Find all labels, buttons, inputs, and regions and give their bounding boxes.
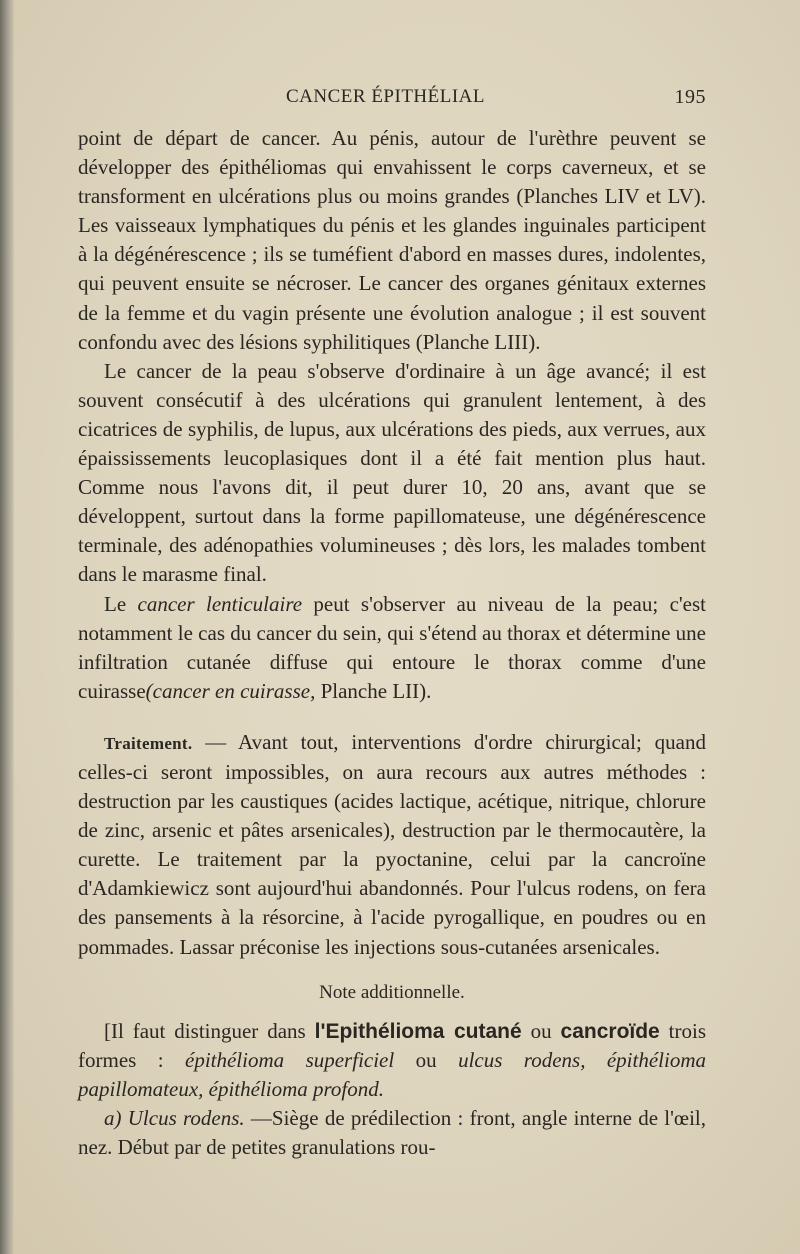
italic-term: épithélioma superficiel bbox=[185, 1047, 395, 1072]
paragraph-treatment bbox=[78, 728, 706, 962]
bold-term: cancroïde bbox=[560, 1019, 660, 1043]
text-run: Le bbox=[104, 591, 138, 616]
text-run: ou bbox=[394, 1047, 459, 1072]
paragraph-penis-cancer: point de départ de cancer. Au pénis, autour de l'urèthre peuvent se développer des épithéliomas qui envahissent le corps caverneux, et se transforment en ulcérations plus ou moins grandes (Planches LIV et LV). Les vaisseaux lymphatiques du pénis et les glandes inguinales participent à la dégénérescence ; ils se tuméfient d'abord en masses dures, indolentes, qui peuvent ensuite se nécroser. Le cancer des organes génitaux externes de la femme et du vagin présente une évolution analogue ; il est souvent confondu avec des lésions syphilitiques (Planche LIII). bbox=[78, 126, 706, 354]
note-heading: Note additionnelle. bbox=[319, 981, 465, 1003]
text-run: —Siège de prédilection : front, angle interne de l'œil, nez. Début par de petites granulations rou- bbox=[78, 1106, 706, 1160]
italic-term: (cancer en cuirasse, bbox=[145, 678, 316, 703]
paragraph-note-forms bbox=[78, 1017, 706, 1104]
running-title: CANCER ÉPITHÉLIAL bbox=[286, 86, 486, 107]
bold-term: l'Epithélioma cutané bbox=[314, 1019, 522, 1043]
body-text bbox=[78, 124, 706, 1162]
paragraph-ulcus-rodens bbox=[78, 1104, 706, 1162]
treatment-heading: Traitement. bbox=[104, 733, 193, 753]
italic-term: a) Ulcus rodens. bbox=[104, 1106, 245, 1130]
text-run: ou bbox=[521, 1018, 561, 1043]
text-run: peut s'observer au niveau de la peau; c'est notamment le cas du cancer du sein, qui s'étend au thorax et détermine une infiltration cutanée diffuse qui entoure le thorax comme d'une cuirasse bbox=[78, 591, 707, 703]
running-header bbox=[78, 86, 706, 116]
page-binding-edge bbox=[0, 0, 14, 1254]
text-run: Planche LII). bbox=[315, 678, 432, 703]
text-run: trois formes : bbox=[78, 1018, 707, 1072]
text-run: [Il faut distinguer dans bbox=[104, 1018, 315, 1043]
page-number: 195 bbox=[674, 86, 706, 108]
italic-term: ulcus rodens, épithélioma papillomateux, épithélioma profond. bbox=[78, 1047, 707, 1101]
paragraph-lenticular-cancer bbox=[78, 590, 706, 706]
paragraph-skin-cancer: Le cancer de la peau s'observe d'ordinaire à un âge avancé; il est souvent consécutif à des ulcérations qui granulent lentement, à des cicatrices de syphilis, de lupus, aux ulcérations des pieds, aux verrues, aux épaississements leucoplasiques dont il a été fait mention plus haut. Comme nous l'avons dit, il peut durer 10, 20 ans, avant que se développent, surtout dans la forme papillomateuse, une dégénérescence terminale, des adénopathies volumineuses ; dès lors, les malades tombent dans le marasme final. bbox=[78, 358, 706, 587]
paragraph-spacer bbox=[78, 706, 706, 728]
italic-term: cancer lenticulaire bbox=[137, 591, 303, 616]
text-run: — Avant tout, interventions d'ordre chirurgical; quand celles-ci seront impossibles, on aura recours aux autres méthodes : destruction par les caustiques (acides lactique, acétique, nitrique, chlorure de zinc, arsenic et pâtes arsenicales), destruction par le thermocautère, la curette. Le traitement par la pyoctanine, celui par la cancroïne d'Adamkiewicz sont aujourd'hui abandonnés. Pour l'ulcus rodens, on fera des pansements à la résorcine, à l'acide pyrogallique, en poudres ou en pommades. Lassar préconise les injections sous-cutanées arsenicales. bbox=[78, 729, 706, 959]
